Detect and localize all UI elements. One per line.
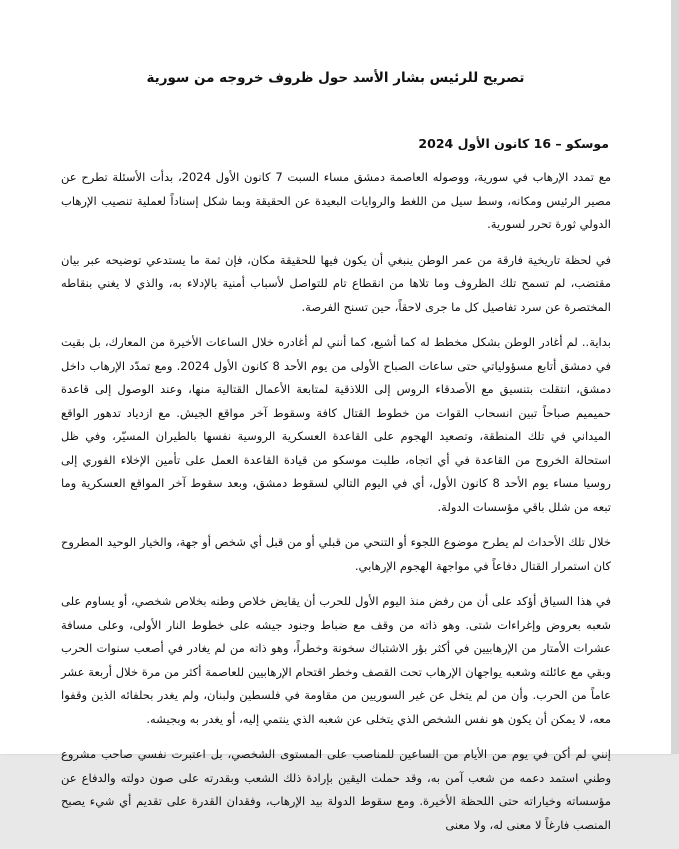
page-edge	[671, 0, 679, 754]
paragraph: إنني لم أكن في يوم من الأيام من الساعين للمناصب على المستوى الشخصي، بل اعتبرت نفسي صاحب مشروع وطني استمد دعمه من شعب آمن به، وقد حملت اليقين بإرادة ذلك الشعب وبقدرته على صون دولته والدفاع عن مؤسساته وخياراته حتى اللحظة الأخيرة. ومع سقوط الدولة بيد الإرهاب، وفقدان القدرة على تقديم أي شيء يصبح المنصب فارغاً لا معنى له، ولا معنى	[61, 747, 611, 832]
paragraph: مع تمدد الإرهاب في سورية، ووصوله العاصمة دمشق مساء السبت 7 كانون الأول 2024، بدأت الأسئلة تطرح عن مصير الرئيس ومكانه، وسط سيل من اللغط والروايات البعيدة عن الحقيقة وبما شكل إسناداً لعملية تنصيب الإرهاب الدولي ثورة تحرر لسورية.	[61, 170, 612, 231]
paragraph: في لحظة تاريخية فارقة من عمر الوطن ينبغي أن يكون فيها للحقيقة مكان، فإن ثمة ما يستدعي توضيحه عبر بيان مقتضب، لم تسمح تلك الظروف وما تلاها من انقطاع تام للتواصل لأسباب أمنية بالإدلاء به، والذي لا يغني بنقاطه المختصرة عن سرد تفاصيل كل ما جرى لاحقاً، حين تسنح الفرصة.	[61, 252, 611, 314]
paragraph: خلال تلك الأحداث لم يطرح موضوع اللجوء أو التنحي من قبلي أو من قبل أي شخص أو جهة، والخيار الوحيد المطروح كان استمرار القتال دفاعاً في مواجهة الهجوم الإرهابي.	[61, 535, 611, 573]
paragraph: في هذا السياق أؤكد على أن من رفض منذ اليوم الأول للحرب أن يقايض خلاص وطنه بخلاص شخصي، أو يساوم على شعبه بعروض وإغراءات شتى. وهو ذاته من وقف مع ضباط وجنود جيشه على خطوط النار الأولى، وعلى مسافة عشرات الأمتار من الإرهابيين في أكثر بؤر الاشتباك سخونة وخطراً، وهو ذاته من لم يغادر في أصعب سنوات الحرب وبقي مع عائلته وشعبه يواجهان الإرهاب تحت القصف وخطر اقتحام الإرهابيين للعاصمة أكثر من مرة خلال أربعة عشر عاماً من الحرب. وأن من لم يتخل عن غير السوريين من مقاومة في فلسطين ولبنان، ولم يغدر بحلفائه الذين وقفوا معه، لا يمكن أن يكون هو نفس الشخص الذي يتخلى عن شعبه الذي ينتمي إليه، أو يغدر به وبجيشه.	[61, 594, 611, 726]
dateline: موسكو – 16 كانون الأول 2024	[418, 136, 609, 151]
paragraph: بداية.. لم أغادر الوطن بشكل مخطط له كما أشيع، كما أنني لم أغادره خلال الساعات الأخيرة من المعارك، بل بقيت في دمشق أتابع مسؤولياتي حتى ساعات الصباح الأولى من يوم الأحد 8 كانون الأول 2024. ومع تمدّد الإرهاب داخل دمشق، انتقلت بتنسيق مع الأصدقاء الروس إلى اللاذقية لمتابعة الأعمال القتالية منها، وعند الوصول إلى قاعدة حميميم صباحاً تبين انسحاب القوات من خطوط القتال كافة وسقوط آخر مواقع الجيش. مع ازدياد تدهور الواقع الميداني في تلك المنطقة، وتصعيد الهجوم على القاعدة العسكرية الروسية نفسها بالطيران المسيّر، وفي ظل استحالة الخروج من القاعدة في أي اتجاه، طلبت موسكو من قيادة القاعدة العمل على تأمين الإخلاء الفوري إلى روسيا مساء يوم الأحد 8 كانون الأول، أي في اليوم التالي لسقوط دمشق، وبعد سقوط آخر المواقع العسكرية وما تبعه من شلل باقي مؤسسات الدولة.	[61, 335, 611, 514]
document-body	[61, 166, 611, 849]
document-title: تصريح للرئيس بشار الأسد حول ظروف خروجه من سورية	[146, 70, 525, 86]
